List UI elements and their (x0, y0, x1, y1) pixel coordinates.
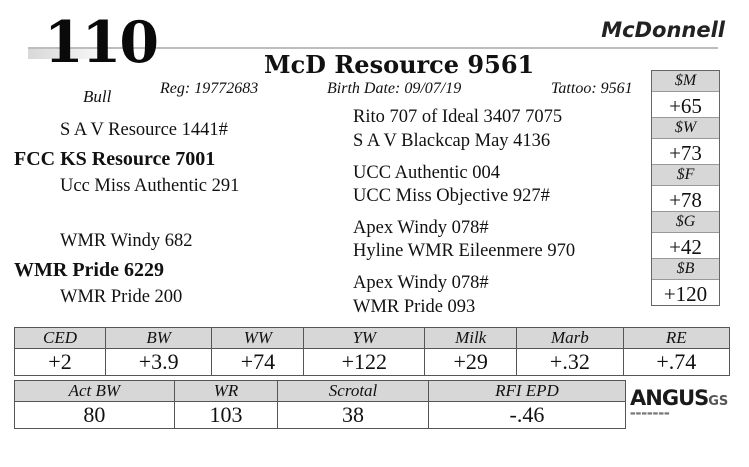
angus-gs-logo (630, 386, 730, 426)
pedigree-dss: Apex Windy 078# (353, 218, 489, 238)
epd-value-scrotal: 38 (278, 402, 429, 429)
pedigree-sdd: UCC Miss Objective 927# (353, 186, 550, 206)
birth-date: Birth Date: 09/07/19 (327, 80, 462, 97)
pedigree-dam-sire: WMR Windy 682 (60, 231, 193, 251)
animal-sex: Bull (83, 87, 112, 106)
epd-label-rfi: RFI EPD (428, 381, 625, 402)
dollar-index-column (651, 70, 720, 306)
dollar-label-g: $G (652, 212, 719, 233)
dollar-value-g: +42 (652, 233, 719, 259)
pedigree-dam-dam: WMR Pride 200 (60, 287, 183, 307)
epd-value-re: +.74 (623, 349, 729, 376)
pedigree-ddd: WMR Pride 093 (353, 297, 476, 317)
epd-table-secondary (14, 380, 626, 429)
epd-label-act-bw: Act BW (15, 381, 175, 402)
epd-label-ced: CED (15, 328, 106, 349)
epd-table-main (14, 327, 730, 376)
epd-value-marb: +.32 (517, 349, 623, 376)
epd-value-bw: +3.9 (105, 349, 211, 376)
epd-value-ced: +2 (15, 349, 106, 376)
epd-label-bw: BW (105, 328, 211, 349)
epd-label-scrotal: Scrotal (278, 381, 429, 402)
logo-word: ANGUS (630, 386, 709, 410)
pedigree-sss: Rito 707 of Ideal 3407 7075 (353, 107, 563, 127)
logo-suffix: GS (708, 394, 729, 409)
pedigree-dsd: Hyline WMR Eileenmere 970 (353, 241, 576, 261)
epd-value-wr: 103 (174, 402, 278, 429)
dollar-label-m: $M (652, 71, 719, 92)
pedigree-sds: UCC Authentic 004 (353, 163, 500, 183)
logo-tagline-mark: ▬▬▬▬▬▬▬ (630, 410, 670, 417)
epd-value-milk: +29 (425, 349, 517, 376)
epd-label-ww: WW (212, 328, 304, 349)
dollar-label-w: $W (652, 118, 719, 139)
lot-number: 110 (44, 9, 157, 76)
animal-name: McD Resource 9561 (264, 50, 535, 79)
dollar-value-w: +73 (652, 139, 719, 165)
epd-value-ww: +74 (212, 349, 304, 376)
breeder-name: McDonnell (601, 18, 725, 42)
registration-number: Reg: 19772683 (160, 80, 259, 97)
pedigree-sire-sire: S A V Resource 1441# (60, 120, 228, 140)
pedigree-dam: WMR Pride 6229 (14, 259, 164, 281)
dollar-value-b: +120 (663, 282, 708, 306)
epd-value-rfi: -.46 (428, 402, 625, 429)
epd-value-act-bw: 80 (15, 402, 175, 429)
epd-label-marb: Marb (517, 328, 623, 349)
dollar-value-m: +65 (652, 92, 719, 118)
tattoo: Tattoo: 9561 (551, 80, 633, 97)
epd-label-wr: WR (174, 381, 278, 402)
dollar-value-f: +78 (652, 186, 719, 212)
pedigree-dds: Apex Windy 078# (353, 273, 489, 293)
epd-value-yw: +122 (304, 349, 425, 376)
pedigree-sire: FCC KS Resource 7001 (14, 148, 216, 170)
pedigree-ssd: S A V Blackcap May 4136 (353, 131, 551, 151)
epd-label-re: RE (623, 328, 729, 349)
dollar-label-f: $F (652, 165, 719, 186)
epd-label-milk: Milk (425, 328, 517, 349)
pedigree-sire-dam: Ucc Miss Authentic 291 (60, 176, 240, 196)
epd-label-yw: YW (304, 328, 425, 349)
dollar-label-b: $B (652, 259, 719, 280)
